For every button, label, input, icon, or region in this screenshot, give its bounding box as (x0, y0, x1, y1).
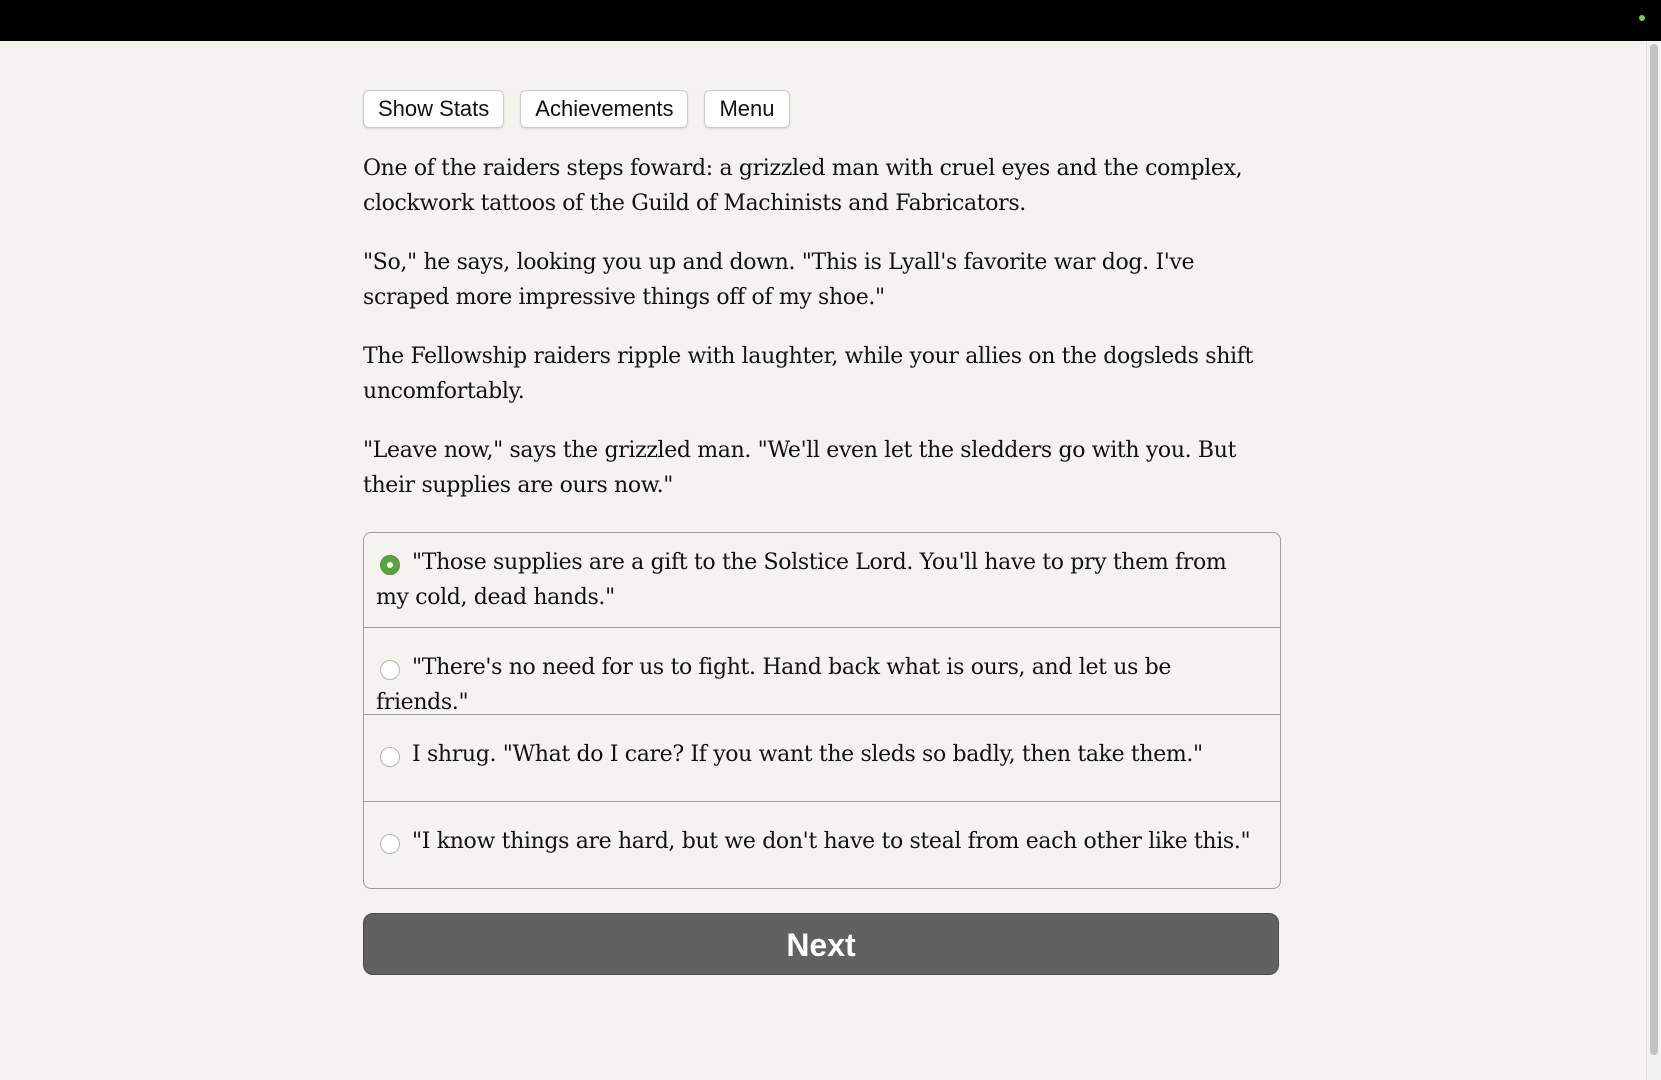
choice-label: "There's no need for us to fight. Hand back what is ours, and let us be friends." (376, 655, 1172, 715)
choice-label: "Those supplies are a gift to the Solstice Lord. You'll have to pry them from my cold, dead hands." (376, 550, 1227, 610)
window-top-bar (0, 0, 1661, 41)
story-paragraph: The Fellowship raiders ripple with laughter, while your allies on the dogsleds shift uncomfortably. (363, 344, 1253, 404)
achievements-button[interactable]: Achievements (520, 90, 688, 128)
story-paragraph: One of the raiders steps foward: a grizzled man with cruel eyes and the complex, clockwork tattoos of the Guild of Machinists and Fabricators. (363, 156, 1243, 216)
choice-option[interactable] (364, 533, 1280, 627)
toolbar (363, 90, 1281, 128)
choice-option[interactable] (364, 627, 1280, 714)
choice-option[interactable] (364, 801, 1280, 888)
story-paragraph: "So," he says, looking you up and down. "This is Lyall's favorite war dog. I've scraped more impressive things off of my shoe." (363, 250, 1195, 310)
choice-option[interactable] (364, 714, 1280, 801)
status-indicator-dot (1639, 15, 1645, 21)
story-paragraph: "Leave now," says the grizzled man. "We'll even let the sledders go with you. But their supplies are ours now." (363, 438, 1237, 498)
show-stats-button[interactable]: Show Stats (363, 90, 504, 128)
menu-button[interactable]: Menu (704, 90, 789, 128)
choice-label: "I know things are hard, but we don't have to steal from each other like this." (412, 829, 1251, 854)
choice-label: I shrug. "What do I care? If you want the sleds so badly, then take them." (412, 742, 1203, 767)
story-text (363, 151, 1281, 503)
choice-list (363, 532, 1281, 889)
game-content (363, 90, 1281, 975)
next-button[interactable]: Next (363, 913, 1279, 975)
scrollbar-thumb[interactable] (1650, 44, 1658, 1055)
